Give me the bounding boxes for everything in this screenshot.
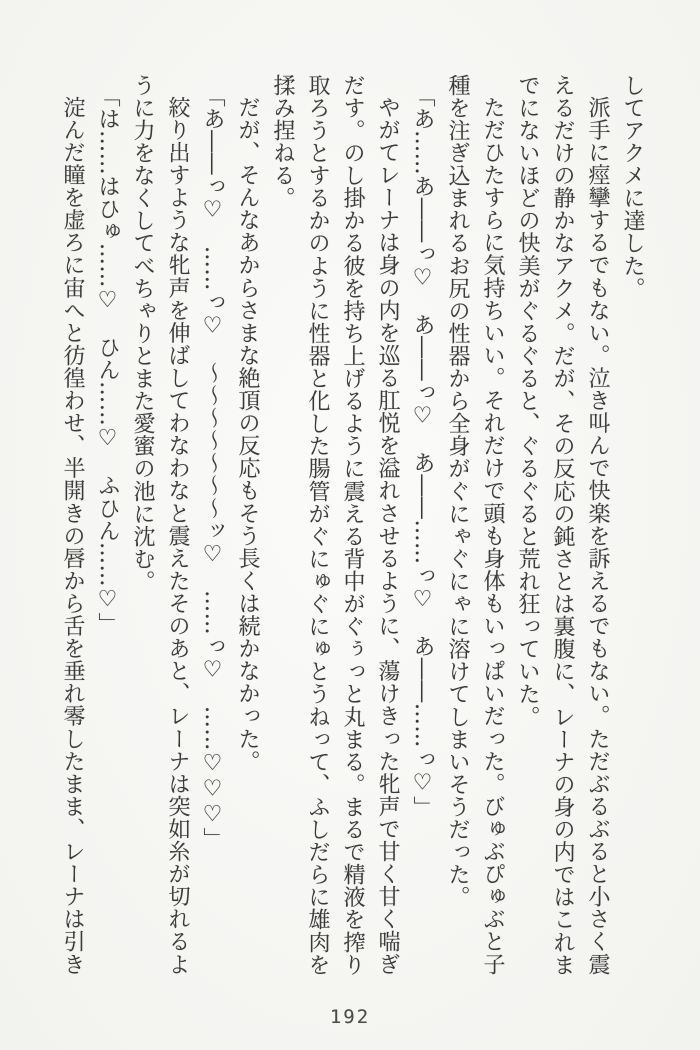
text-line: してアクメに達した。 bbox=[620, 74, 645, 300]
text-line-dialogue: 「あ……あ――っ♡ あ――っ♡ あ――……っ♡ あ――……っ♡」 bbox=[410, 85, 435, 819]
text-line: うに力をなくしてべちゃりとまた愛蜜の池に沈む。 bbox=[130, 74, 155, 593]
text-line-dialogue: 「は……はひゅ……♡ ひん……♡ ふひん……♡」 bbox=[95, 85, 120, 636]
text-line: でにないほどの快美がぐるぐると、ぐるぐると荒れ狂っていた。 bbox=[515, 74, 540, 728]
text-line: やがてレーナは身の内を巡る肛悦を溢れさせるように、蕩けきった牝声で甘く甘く喘ぎ bbox=[375, 96, 400, 976]
text-line: 淀んだ瞳を虚ろに宙へと彷徨わせ、半開きの唇から舌を垂れ零したまま、レーナは引き bbox=[60, 96, 85, 976]
text-line: だが、そんなあからさまな絶頂の反応もそう長くは続かなかった。 bbox=[235, 96, 260, 773]
text-line: 揉み捏ねる。 bbox=[270, 74, 295, 210]
vertical-text-block bbox=[55, 74, 650, 982]
text-line: えるだけの静かなアクメ。だが、その反応の鈍さとは裏腹に、レーナの身の内ではこれま bbox=[550, 74, 575, 976]
text-line: ただひたすらに気持ちいい。それだけで頭も身体もいっぱいだった。びゅぶぴゅぶと子 bbox=[480, 96, 505, 976]
text-line: 派手に痙攣するでもない。泣き叫んで快楽を訴えるでもない。ただぶるぶると小さく震 bbox=[585, 96, 610, 976]
text-line-dialogue: 「あ――っ♡ ……っ♡ ～～～～～～～ッ♡ ……っ♡ ……♡♡♡」 bbox=[200, 85, 225, 851]
text-line: 種を注ぎ込まれるお尻の性器から全身がぐにゃぐにゃに溶けてしまいそうだった。 bbox=[445, 74, 470, 909]
text-line: だす。のし掛かる彼を持ち上げるように震える背中がぐぅっと丸まる。まるで精液を搾り bbox=[340, 74, 365, 976]
text-line: 取ろうとするかのように性器と化した腸管がぐにゅぐにゅとうねって、ふしだらに雄肉を bbox=[305, 74, 330, 976]
text-line: 絞り出すような牝声を伸ばしてわなわなと震えたそのあと、レーナは突如糸が切れるよ bbox=[165, 96, 190, 976]
page-number: 192 bbox=[329, 1006, 371, 1028]
